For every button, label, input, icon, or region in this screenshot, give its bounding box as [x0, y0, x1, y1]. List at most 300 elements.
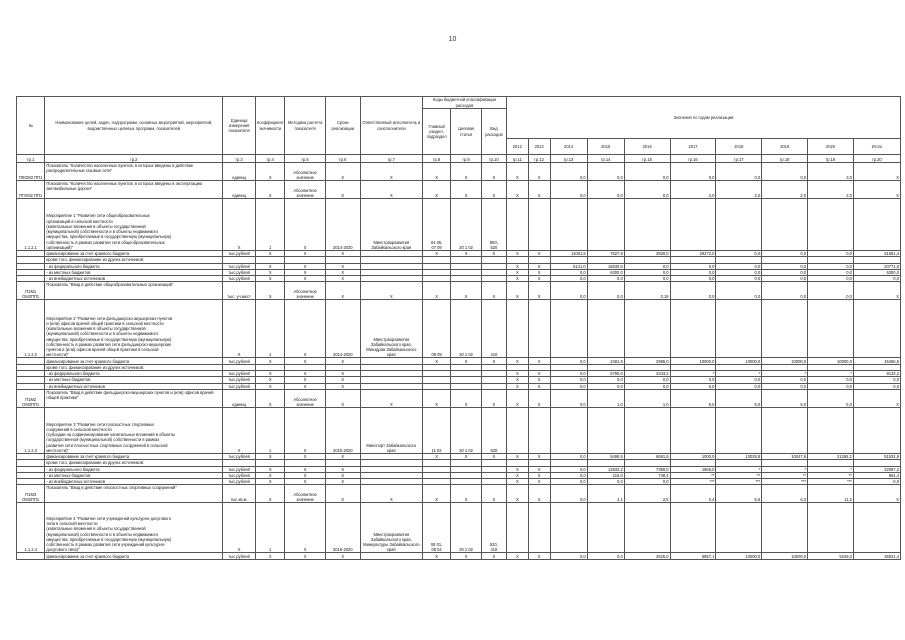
table-cell: 3,0	[808, 163, 854, 181]
column-index-cell: гр.3	[223, 155, 256, 163]
table-cell: 10000,0	[716, 553, 762, 559]
table-cell: X	[255, 466, 284, 472]
table-cell: 36631,4	[853, 553, 900, 559]
indicator-row	[17, 389, 901, 407]
table-cell: Показатель "Ввод в действие фельдшерско-акушерских пунктов и (или) офисов врачей общей практики"	[45, 389, 223, 407]
table-cell: 1	[255, 199, 284, 251]
table-cell: Абсолютное значение	[285, 485, 325, 503]
activity-row	[17, 199, 901, 251]
table-cell: 08 01, 08 04	[422, 503, 450, 553]
table-cell: 0,0	[853, 479, 900, 485]
table-cell: - из внебюджетных источников	[45, 276, 223, 282]
table-cell: 0,0	[624, 383, 670, 389]
table-cell	[716, 300, 762, 358]
table-cell: 20 1 02	[451, 503, 482, 553]
table-cell	[716, 503, 762, 553]
table-cell	[587, 199, 624, 251]
table-cell: 0,0	[808, 269, 854, 275]
table-cell	[624, 199, 670, 251]
table-cell: Минстрахразвития Забайкальского края, Минкультуры Забайкальского края	[360, 503, 422, 553]
table-cell: 0,0	[716, 269, 762, 275]
table-cell	[762, 407, 808, 453]
header-years: Значения по годам реализации	[506, 97, 900, 139]
table-cell: **	[716, 472, 762, 478]
table-cell	[670, 199, 716, 251]
header-year: 2014	[550, 139, 587, 155]
table-cell: **	[762, 472, 808, 478]
table-cell: 10000,0	[762, 553, 808, 559]
table-cell: - из внебюджетных источников	[45, 383, 223, 389]
column-index-cell: гр.9	[451, 155, 482, 163]
table-cell: X	[422, 358, 450, 364]
table-cell: X	[506, 181, 528, 199]
header-budget-codes: Коды бюджетной классификации расходов	[422, 97, 506, 109]
table-cell: 0,0	[853, 276, 900, 282]
table-cell: X	[528, 269, 550, 275]
table-cell: X	[506, 163, 528, 181]
header-year: Итого	[853, 139, 900, 155]
table-cell	[853, 503, 900, 553]
table-cell: финансирование за счет краевого бюджета	[45, 453, 223, 459]
table-cell: 0,0	[587, 181, 624, 199]
table-cell: 6300,0	[853, 269, 900, 275]
table-cell	[670, 407, 716, 453]
table-cell: X	[325, 263, 360, 269]
budget-table-wrapper	[16, 96, 901, 560]
table-cell: Абсолютное значение	[285, 389, 325, 407]
table-cell: 5,0	[808, 389, 854, 407]
table-cell: X	[360, 485, 422, 503]
table-cell: 5,0	[716, 389, 762, 407]
table-cell: кроме того, финансирование из других источников:	[45, 364, 223, 370]
table-cell: X	[481, 358, 506, 364]
table-cell: Мероприятие 1 "Развитие сети общеобразовательных организаций в сельской местности (капитальные вложения в объекты государственной (муниципальной) собственности и в объекты недвижимого имущества, приобретаемые в государственную (муниципальную) собственность в рамках развития сети общеобразовательных организаций)"	[45, 199, 223, 251]
table-cell: X	[255, 269, 284, 275]
table-cell: X	[422, 282, 450, 300]
table-cell: X	[451, 358, 482, 364]
table-cell: 116,0	[587, 472, 624, 478]
table-cell: *	[762, 466, 808, 472]
table-cell: - из федерального бюджета	[45, 263, 223, 269]
table-cell: X	[325, 485, 360, 503]
table-header	[17, 97, 901, 155]
table-cell: X	[481, 163, 506, 181]
table-cell: X	[528, 276, 550, 282]
table-cell: X	[255, 163, 284, 181]
table-cell: тыс.рублей	[223, 479, 256, 485]
column-index-cell: гр.12	[528, 155, 550, 163]
table-cell: X	[255, 371, 284, 377]
table-cell: Мероприятие 2 "Развитие сети фельдшерско-акушерских пунктов и (или) офисов врачей общей практики в сельской местности (капитальные вложения в объекты государственной (муниципальной) собственности и в объекты недвижимого имущества, приобретаемые в государственную (муниципальную) собственность в рамках развития сети фельдшерско-акушерских пунктов и (или) офисов врачей общей практики в сельской местности)"	[45, 300, 223, 358]
header-budget-target: Целевая статья	[451, 109, 482, 155]
table-cell: X	[451, 553, 482, 559]
header-name: Наименование целей, задач, подпрограмм, основных мероприятий, мероприятий, ведомственных целевых программ, показателей	[45, 97, 223, 155]
table-cell: X	[506, 371, 528, 377]
table-cell: 45466,5	[853, 358, 900, 364]
table-cell	[808, 407, 854, 453]
table-cell: X	[528, 282, 550, 300]
table-cell: X	[528, 466, 550, 472]
table-cell: X	[506, 485, 528, 503]
table-cell: X	[325, 479, 360, 485]
table-cell: 2016-2020	[325, 503, 360, 553]
table-cell	[528, 300, 550, 358]
table-cell: X	[223, 199, 256, 251]
table-cell: X	[422, 389, 450, 407]
table-cell: 0,0	[762, 383, 808, 389]
column-index-cell: гр.20	[853, 155, 900, 163]
column-index-cell: гр.18	[762, 155, 808, 163]
table-cell	[624, 503, 670, 553]
column-index-cell: гр.10	[481, 155, 506, 163]
table-cell: X	[255, 251, 284, 257]
table-cell: Мероприятие 4 "Развитие сети учреждений культурно-досугового типа в сельской местности (капитальные вложения в объекты государственной (муниципальной) собственности и в объекты недвижимого имущества, приобретаемые в государственную (муниципальную) собственность в рамках развития сети учреждений культурно- досугового типа)"	[45, 503, 223, 553]
table-cell: X	[325, 358, 360, 364]
table-cell: Показатель "Ввод в действие плоскостных спортивных сооружений"	[45, 485, 223, 503]
table-cell: 0,0	[670, 383, 716, 389]
table-cell: 0,0	[550, 389, 587, 407]
table-cell: X	[325, 163, 360, 181]
table-cell: 0,0	[550, 371, 587, 377]
table-cell	[808, 503, 854, 553]
table-cell: X	[506, 453, 528, 459]
table-cell: 0,0	[550, 269, 587, 275]
table-cell	[670, 503, 716, 553]
table-cell: 51532,9	[853, 453, 900, 459]
table-cell: X	[285, 503, 325, 553]
table-cell: X	[451, 453, 482, 459]
indicator-row	[17, 282, 901, 300]
table-cell: 0,0	[550, 479, 587, 485]
table-cell: Показатель "Ввод в действие общеобразовательных организаций"	[45, 282, 223, 300]
table-cell: Мероприятие 3 "Развитие сети плоскостных спортивных сооружений в сельской местности (субсидии на софинансирование капитальных вложений в объекты государственной (муниципальной) собственности в рамках развития сети плоскостных спортивных сооружений в сельской местности)"	[45, 407, 223, 453]
table-cell: Минспорт Забайкальского края	[360, 407, 422, 453]
table-cell: 6300,0	[587, 269, 624, 275]
table-cell: X	[506, 251, 528, 257]
table-cell: *	[762, 371, 808, 377]
table-cell: 7627,9	[587, 251, 624, 257]
table-cell: X	[853, 485, 900, 503]
table-cell: Показатель "Количество населенных пунктов, в которых введены в действие распределительные газовые сети"	[45, 163, 223, 181]
table-cell: X	[481, 181, 506, 199]
table-cell: 0,0	[550, 466, 587, 472]
table-cell: X	[451, 485, 482, 503]
header-year: 2015	[587, 139, 624, 155]
table-cell: 20 1 02	[451, 199, 482, 251]
table-cell: 0,0	[587, 282, 624, 300]
table-cell	[716, 199, 762, 251]
table-cell: 6,3	[762, 485, 808, 503]
table-cell: X	[255, 263, 284, 269]
table-cell	[550, 407, 587, 453]
header-year: 2013	[528, 139, 550, 155]
indicator-row	[17, 181, 901, 199]
column-index-cell: гр.6	[325, 155, 360, 163]
table-cell	[587, 407, 624, 453]
table-cell: - из местных бюджетов	[45, 377, 223, 383]
table-cell: 10000,0	[716, 358, 762, 364]
table-cell: X	[285, 300, 325, 358]
table-cell: X	[285, 479, 325, 485]
table-cell: *	[670, 371, 716, 377]
table-cell: 0,0	[587, 276, 624, 282]
table-cell: 2985,0	[624, 358, 670, 364]
table-cell	[506, 199, 528, 251]
table-cell	[550, 300, 587, 358]
table-cell: 0,0	[808, 251, 854, 257]
table-cell: X	[528, 371, 550, 377]
table-cell: X	[528, 358, 550, 364]
column-index-cell: гр.19	[808, 155, 854, 163]
table-cell: 0,0	[587, 163, 624, 181]
table-cell: X	[285, 407, 325, 453]
table-cell: ПГОМ2 ПП1	[17, 181, 45, 199]
table-cell: X	[325, 282, 360, 300]
table-cell: Минстрахразвития Забайкальского края	[360, 199, 422, 251]
table-cell: тыс.рублей	[223, 263, 256, 269]
table-cell: X	[506, 377, 528, 383]
table-cell: Минстрахразвития Забайкальского края, Минздрав Забайкальского края	[360, 300, 422, 358]
table-cell: 2,5	[624, 485, 670, 503]
table-cell: 0,0	[670, 263, 716, 269]
table-cell: 0,0	[762, 269, 808, 275]
header-year: 2016	[624, 139, 670, 155]
table-cell: 0,0	[808, 263, 854, 269]
table-cell: 0,0	[550, 472, 587, 478]
table-cell	[670, 300, 716, 358]
header-budget-main: Главный раздел, подраздел	[422, 109, 450, 155]
table-cell: X	[325, 389, 360, 407]
table-cell: X	[528, 553, 550, 559]
table-cell: - из федерального бюджета	[45, 466, 223, 472]
table-cell: X	[325, 553, 360, 559]
table-cell: 0,0	[550, 453, 587, 459]
table-cell: X	[528, 472, 550, 478]
indicator-row	[17, 163, 901, 181]
table-cell: X	[506, 276, 528, 282]
table-cell: X	[285, 269, 325, 275]
table-cell: X	[285, 453, 325, 459]
table-cell: X	[853, 163, 900, 181]
table-cell: X	[285, 276, 325, 282]
table-cell: X	[255, 181, 284, 199]
table-cell	[808, 300, 854, 358]
table-cell: 0,0	[550, 276, 587, 282]
table-cell: 10000,0	[762, 358, 808, 364]
table-cell: тыс.рублей	[223, 371, 256, 377]
table-cell: X	[528, 263, 550, 269]
table-cell: 9691,8	[624, 453, 670, 459]
table-cell: 0,0	[550, 163, 587, 181]
table-cell: тыс.рублей	[223, 251, 256, 257]
table-cell: 5141,0	[550, 263, 587, 269]
table-cell: - из федерального бюджета	[45, 371, 223, 377]
table-cell: 748,4	[624, 472, 670, 478]
table-cell: X	[285, 383, 325, 389]
table-cell	[762, 503, 808, 553]
header-year: 2020	[808, 139, 854, 155]
table-cell: X	[506, 282, 528, 300]
table-cell: 10047,6	[762, 453, 808, 459]
table-cell: тыс.рублей	[223, 553, 256, 559]
table-cell: X	[360, 282, 422, 300]
table-cell: X	[853, 282, 900, 300]
table-cell: X	[325, 251, 360, 257]
table-cell: 0,0	[762, 377, 808, 383]
table-cell: 520	[481, 407, 506, 453]
table-cell: Показатель "Количество населенных пунктов, в которых введены в эксплуатацию автомобильные дороги"	[45, 181, 223, 199]
table-cell: 0,0	[670, 276, 716, 282]
table-cell: единиц	[223, 389, 256, 407]
table-cell: финансирование за счет краевого бюджета	[45, 553, 223, 559]
table-cell	[587, 503, 624, 553]
table-cell: X	[255, 389, 284, 407]
table-cell: 2014-2020	[325, 300, 360, 358]
table-cell: 5790,0	[587, 371, 624, 377]
table-cell	[808, 199, 854, 251]
table-cell: 864,4	[853, 472, 900, 478]
table-cell: *	[808, 466, 854, 472]
table-cell: 0,19	[624, 282, 670, 300]
table-cell: - из внебюджетных источников	[45, 479, 223, 485]
table-cell: 22087,2	[853, 466, 900, 472]
activity-row	[17, 407, 901, 453]
header-coef: Коэффициент значимости	[255, 97, 284, 155]
table-cell: X	[223, 300, 256, 358]
table-cell: тыс.рублей	[223, 377, 256, 383]
table-cell: X	[325, 181, 360, 199]
table-cell: 1865,0	[670, 466, 716, 472]
table-cell: *	[716, 371, 762, 377]
table-cell: X	[528, 453, 550, 459]
table-cell: X	[528, 485, 550, 503]
table-cell: X	[325, 371, 360, 377]
table-cell	[528, 407, 550, 453]
table-cell: 0,0	[550, 358, 587, 364]
table-cell: 2014-2020	[325, 199, 360, 251]
table-cell: кроме того, финансирование из других источников:	[45, 460, 223, 466]
table-cell: X	[325, 269, 360, 275]
table-cell: финансирование за счет краевого бюджета	[45, 358, 223, 364]
table-cell: 10000,0	[670, 358, 716, 364]
column-index-cell: гр.5	[285, 155, 325, 163]
table-cell	[853, 407, 900, 453]
header-executor: Ответственный исполнитель и соисполнители	[360, 97, 422, 155]
table-cell: 0,0	[587, 377, 624, 383]
table-cell	[528, 503, 550, 553]
column-index-cell: гр.14	[587, 155, 624, 163]
table-cell: 850, 520	[481, 199, 506, 251]
table-cell: 0,0	[716, 263, 762, 269]
table-cell: 0,0	[587, 383, 624, 389]
table-cell: X	[325, 466, 360, 472]
table-cell: 1.1.2.1	[17, 199, 45, 251]
table-cell	[762, 300, 808, 358]
table-cell: 0,0	[624, 479, 670, 485]
table-cell: тыс.рублей	[223, 276, 256, 282]
header-method: Методика расчета показателя	[285, 97, 325, 155]
table-cell: X	[255, 485, 284, 503]
table-cell: X	[481, 282, 506, 300]
table-cell: X	[528, 389, 550, 407]
table-cell: 0,0	[716, 282, 762, 300]
table-cell	[716, 407, 762, 453]
table-cell: 1	[255, 407, 284, 453]
table-cell: финансирование за счет краевого бюджета	[45, 251, 223, 257]
table-cell: X	[285, 199, 325, 251]
table-cell: *	[808, 371, 854, 377]
table-cell: X	[451, 282, 482, 300]
table-cell	[853, 199, 900, 251]
table-cell: X	[506, 472, 528, 478]
table-cell: 0,0	[716, 276, 762, 282]
table-cell: 5,6	[716, 485, 762, 503]
column-index-cell: гр.4	[255, 155, 284, 163]
table-cell: X	[528, 181, 550, 199]
table-row	[17, 553, 901, 559]
table-cell: П1М1 ОМ2ПП1	[17, 282, 45, 300]
table-cell: 1.1.2.4	[17, 503, 45, 553]
table-cell: X	[255, 282, 284, 300]
column-index-cell: гр.7	[360, 155, 422, 163]
table-cell: X	[325, 383, 360, 389]
table-cell: 5,0	[762, 389, 808, 407]
table-cell: X	[285, 358, 325, 364]
table-cell: Абсолютное значение	[285, 181, 325, 199]
table-cell: X	[528, 377, 550, 383]
table-cell	[587, 300, 624, 358]
table-cell	[624, 300, 670, 358]
table-cell: X	[255, 553, 284, 559]
activity-row	[17, 503, 901, 553]
table-cell: 0,0	[670, 163, 716, 181]
table-cell: 0,0	[716, 383, 762, 389]
table-cell: X	[481, 251, 506, 257]
header-year: 2017	[670, 139, 716, 155]
table-cell: X	[255, 276, 284, 282]
table-cell: единиц	[223, 163, 256, 181]
table-cell: тыс.рублей	[223, 358, 256, 364]
table-cell: 0,0	[670, 377, 716, 383]
table-cell: X	[255, 453, 284, 459]
table-cell: 2,0	[716, 181, 762, 199]
table-cell: X	[285, 371, 325, 377]
table-cell: **	[670, 472, 716, 478]
table-cell: X	[451, 251, 482, 257]
table-cell: 0,0	[624, 263, 670, 269]
table-cell: 0,0	[762, 163, 808, 181]
table-cell: X	[285, 251, 325, 257]
table-cell: 20771,0	[853, 263, 900, 269]
table-cell: X	[325, 472, 360, 478]
table-cell: X	[285, 263, 325, 269]
table-cell: X	[528, 383, 550, 389]
table-cell: **	[808, 472, 854, 478]
table-cell: X	[451, 163, 482, 181]
table-cell: 7390,0	[624, 466, 670, 472]
table-cell: X	[506, 383, 528, 389]
table-cell: 0,0	[762, 276, 808, 282]
table-cell: тыс.рублей	[223, 466, 256, 472]
table-cell: X	[506, 263, 528, 269]
table-cell: 0,0	[550, 181, 587, 199]
table-cell: 520, 410	[481, 503, 506, 553]
table-cell: 0,0	[670, 269, 716, 275]
table-cell: 1.1.2.3	[17, 407, 45, 453]
table-cell: X	[506, 389, 528, 407]
header-year: 2018	[716, 139, 762, 155]
column-index-cell: гр.1	[17, 155, 45, 163]
